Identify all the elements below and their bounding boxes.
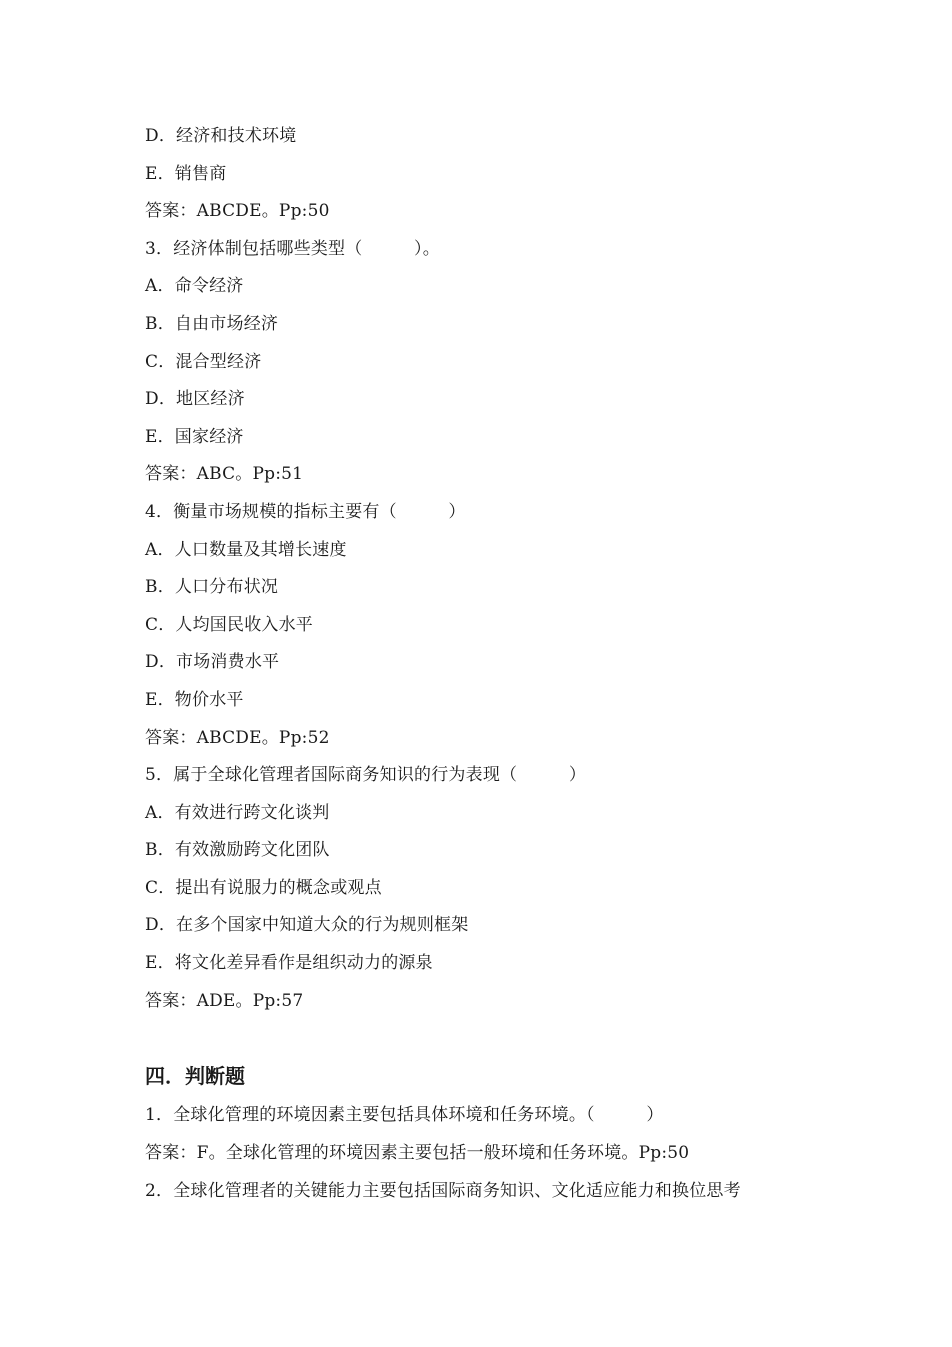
answer-line: 答案：ABCDE。Pp:50 <box>145 201 330 222</box>
option-e-line: E．物价水平 <box>145 689 244 710</box>
question-5: 5．属于全球化管理者国际商务知识的行为表现（ ） <box>145 765 587 786</box>
option-d-line: D．在多个国家中知道大众的行为规则框架 <box>145 915 469 936</box>
option-c-line: C．提出有说服力的概念或观点 <box>145 877 382 898</box>
section-spacer <box>145 1020 825 1056</box>
answer-line: 答案：F。全球化管理的环境因素主要包括一般环境和任务环境。Pp:50 <box>145 1143 690 1164</box>
option-a-line: A．有效进行跨文化谈判 <box>145 802 330 823</box>
document-page <box>145 118 825 1210</box>
question-2: 2．全球化管理者的关键能力主要包括国际商务知识、文化适应能力和换位思考 <box>145 1181 741 1202</box>
answer-line: 答案：ADE。Pp:57 <box>145 990 304 1011</box>
option-b-line: B．人口分布状况 <box>145 577 279 598</box>
question-1: 1．全球化管理的环境因素主要包括具体环境和任务环境。（ ） <box>145 1105 664 1126</box>
question-3: 3．经济体制包括哪些类型（ ）。 <box>145 238 440 259</box>
option-c-line: C．人均国民收入水平 <box>145 614 314 635</box>
option-e-line: E．销售商 <box>145 163 227 184</box>
answer-line: 答案：ABC。Pp:51 <box>145 464 304 485</box>
option-d-line: D．地区经济 <box>145 389 245 410</box>
option-e-line: E．将文化差异看作是组织动力的源泉 <box>145 953 433 974</box>
option-c-line: C．混合型经济 <box>145 351 262 372</box>
option-d-line: D．市场消费水平 <box>145 652 280 673</box>
multiple-choice-block <box>145 118 825 1020</box>
option-b-line: B．有效激励跨文化团队 <box>145 840 330 861</box>
section-heading: 四．判断题 <box>145 1064 245 1089</box>
answer-line: 答案：ABCDE。Pp:52 <box>145 727 330 748</box>
true-false-block <box>145 1096 825 1210</box>
option-a-line: A．人口数量及其增长速度 <box>145 539 347 560</box>
option-b-line: B．自由市场经济 <box>145 313 279 334</box>
option-a-line: A．命令经济 <box>145 276 244 297</box>
option-d-line: D．经济和技术环境 <box>145 126 297 146</box>
question-4: 4．衡量市场规模的指标主要有（ ） <box>145 501 466 522</box>
option-e-line: E．国家经济 <box>145 426 244 447</box>
